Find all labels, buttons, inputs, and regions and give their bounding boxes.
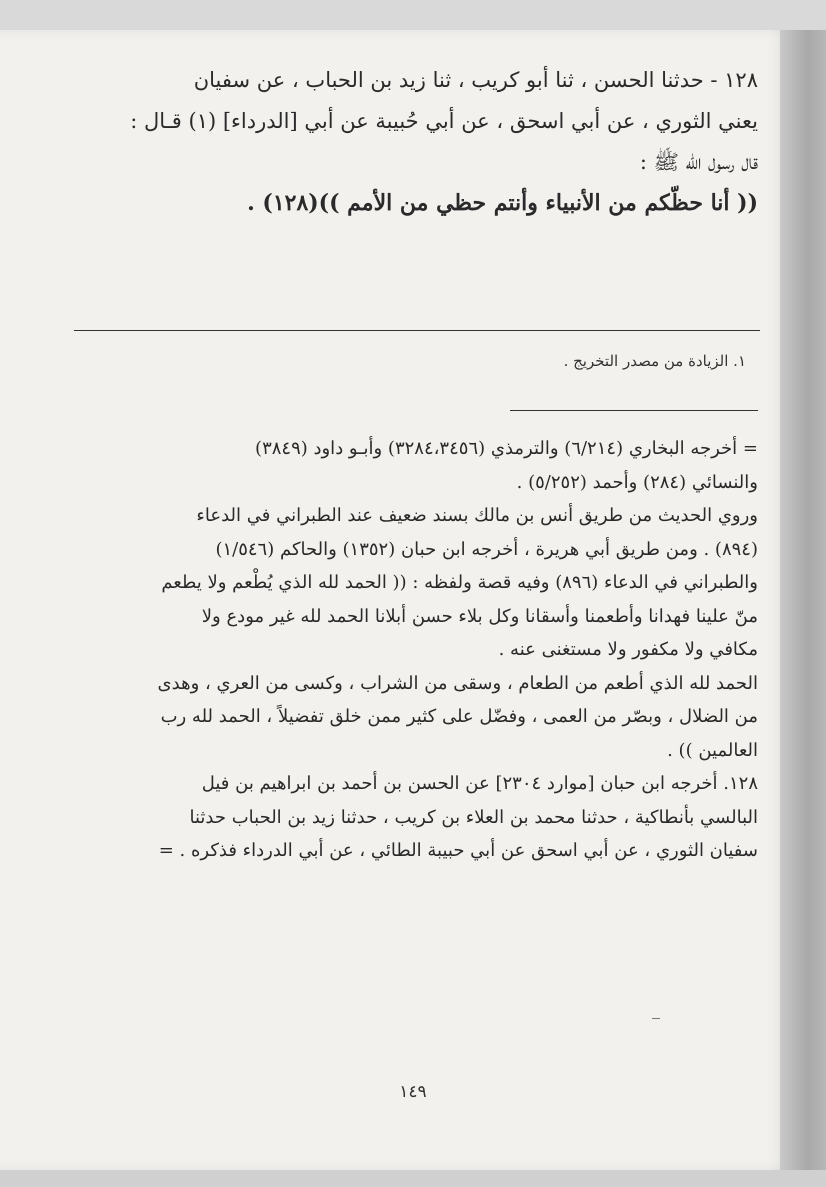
- notes-separator: [510, 410, 758, 411]
- note-line: مكافي ولا مكفور ولا مستغنى عنه .: [498, 639, 758, 660]
- note-line: الحمد لله الذي أطعم من الطعام ، وسقى من الشراب ، وكسى من العري ، وهدى: [157, 672, 758, 694]
- scan-bottom-margin: [0, 1170, 826, 1187]
- footnote-separator: [74, 330, 760, 331]
- page-number: ١٤٩: [399, 1082, 427, 1102]
- main-text: [74, 60, 758, 224]
- footnote-1: ١. الزيادة من مصدر التخريج .: [563, 352, 746, 370]
- note-line: سفيان الثوري ، عن أبي اسحق عن أبي حبيبة الطائي ، عن أبي الدرداء فذكره . =: [158, 840, 758, 861]
- note-line: والطبراني في الدعاء (٨٩٦) وفيه قصة ولفظه : (( الحمد لله الذي يُطْعم ولا يطعم: [161, 572, 758, 593]
- note-line: وروي الحديث من طريق أنس بن مالك بسند ضعيف عند الطبراني في الدعاء: [196, 505, 758, 526]
- main-line: يعني الثوري ، عن أبي اسحق ، عن أبي حُبيبة عن أبي [الدرداء] (١) قـال :: [130, 109, 758, 133]
- hadith-text: (( أنا حظّكم من الأنبياء وأنتم حظي من الأمم ))(١٢٨) .: [247, 190, 758, 216]
- takhrij-notes: [74, 432, 758, 868]
- main-line: ١٢٨ - حدثنا الحسن ، ثنا أبو كريب ، ثنا زيد بن الحباب ، عن سفيان: [193, 68, 758, 92]
- stray-mark: [652, 1018, 660, 1019]
- note-line: العالمين )) .: [667, 739, 758, 761]
- main-line: قال رسول الله ﷺ :: [639, 150, 758, 174]
- note-line: من الضلال ، وبصّر من العمى ، وفضّل على كثير ممن خلق تفضيلاً ، الحمد لله رب: [160, 706, 758, 727]
- scan-top-margin: [0, 0, 826, 30]
- note-line: = أخرجه البخاري (٦/٢١٤) والترمذي (٣٢٨٤،٣٤٥٦) وأبـو داود (٣٨٤٩): [255, 438, 758, 459]
- note-line: والنسائي (٢٨٤) وأحمد (٥/٢٥٢) .: [516, 471, 758, 493]
- note-line: (٨٩٤) . ومن طريق أبي هريرة ، أخرجه ابن حبان (١٣٥٢) والحاكم (١/٥٤٦): [215, 538, 758, 560]
- note-line: منّ علينا فهدانا وأطعمنا وأسقانا وكل بلاء حسن أبلانا الحمد لله غير مودع ولا: [201, 605, 758, 627]
- note-line: البالسي بأنطاكية ، حدثنا محمد بن العلاء بن كريب ، حدثنا زيد بن الحباب حدثنا: [189, 806, 758, 828]
- note-line: ١٢٨. أخرجه ابن حبان [موارد ٢٣٠٤] عن الحسن بن أحمد بن ابراهيم بن فيل: [201, 773, 758, 794]
- binding-shadow: [780, 30, 826, 1170]
